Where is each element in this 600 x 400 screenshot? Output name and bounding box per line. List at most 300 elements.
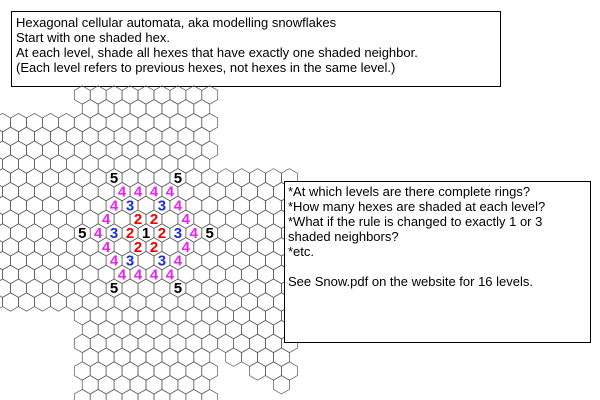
hex-cell <box>234 307 250 325</box>
hex-cell <box>154 141 170 159</box>
level-4-label: 4 <box>133 266 143 284</box>
hex-cell <box>138 307 154 325</box>
hex-cell <box>194 348 210 366</box>
level-4-label: 4 <box>117 266 127 284</box>
hex-cell <box>34 265 50 283</box>
hex-cell <box>162 376 178 394</box>
hex-cell <box>250 196 266 214</box>
hex-cell <box>50 265 66 283</box>
hex-cell <box>146 376 162 394</box>
hex-cell <box>210 182 226 200</box>
level-4-label: 4 <box>181 238 190 256</box>
header-line-title: Hexagonal cellular automata, aka modelling snowflakes <box>16 15 337 30</box>
hex-cell <box>162 100 178 118</box>
hex-cell <box>42 224 58 242</box>
hex-cell <box>202 86 218 104</box>
level-3-label: 3 <box>173 225 183 242</box>
level-4-label: 4 <box>117 183 127 201</box>
hex-cell <box>58 196 74 214</box>
hex-cell <box>234 224 250 242</box>
hex-cell <box>138 141 154 159</box>
hex-cell <box>170 334 186 352</box>
hex-cell <box>194 320 210 338</box>
hex-cell <box>226 320 242 338</box>
hex-cell <box>11 113 27 131</box>
level-5-label: 5 <box>173 280 183 298</box>
hex-cell <box>250 224 266 242</box>
hex-cell <box>74 307 90 325</box>
level-2-label: 2 <box>133 238 143 256</box>
hex-cell <box>34 293 50 311</box>
hex-cell <box>66 293 82 311</box>
hex-cell <box>186 389 202 400</box>
level-3-label: 3 <box>157 252 167 270</box>
hex-cell <box>66 127 82 145</box>
hex-cell <box>106 141 122 159</box>
hex-cell <box>138 362 154 380</box>
level-4-label: 4 <box>109 197 119 215</box>
hex-cell <box>106 307 122 325</box>
level-3-label: 3 <box>125 197 135 215</box>
hex-cell <box>90 86 106 104</box>
hex-cell <box>122 86 138 104</box>
hex-cell <box>114 100 130 118</box>
hex-cell <box>218 196 234 214</box>
hex-cell <box>186 334 202 352</box>
hex-cell <box>170 389 186 400</box>
hex-cell <box>250 279 266 297</box>
hex-cell <box>258 320 274 338</box>
hex-cell <box>273 348 289 366</box>
hex-cell <box>178 127 194 145</box>
hex-cell <box>3 155 19 173</box>
level-3-label: 3 <box>157 197 167 215</box>
hex-cell <box>154 113 170 131</box>
hex-cell <box>258 182 274 200</box>
hex-cell <box>226 265 242 283</box>
hex-cell <box>170 307 186 325</box>
hex-cell <box>218 307 234 325</box>
hex-cell <box>3 127 19 145</box>
hex-cell <box>19 265 35 283</box>
hex-cell <box>114 320 130 338</box>
hex-cell <box>234 279 250 297</box>
hex-cell <box>82 320 98 338</box>
hex-cell <box>19 238 35 256</box>
hex-cell <box>50 210 66 228</box>
header-line-start: Start with one shaded hex. <box>16 30 170 45</box>
hex-cell <box>11 224 27 242</box>
hex-cell <box>258 293 274 311</box>
hex-cell <box>138 389 154 400</box>
hex-cell <box>0 127 3 145</box>
hex-cell <box>66 155 82 173</box>
hex-cell <box>130 320 146 338</box>
hex-cell <box>11 196 27 214</box>
hex-cell <box>11 279 27 297</box>
hex-cell <box>90 362 106 380</box>
hex-cell <box>98 100 114 118</box>
hex-cell <box>98 376 114 394</box>
hex-cell <box>186 113 202 131</box>
hex-cell <box>58 279 74 297</box>
hex-cell <box>258 238 274 256</box>
hex-cell <box>58 141 74 159</box>
hex-cell <box>226 238 242 256</box>
hex-cell <box>146 320 162 338</box>
hex-cell <box>90 141 106 159</box>
hex-cell <box>114 348 130 366</box>
hex-cell <box>266 169 282 187</box>
hex-cell <box>82 100 98 118</box>
hex-cell <box>34 210 50 228</box>
hex-cell <box>202 169 218 187</box>
hex-cell <box>0 113 11 131</box>
question-rule-change-cont: shaded neighbors? <box>288 229 399 244</box>
header-line-note: (Each level refers to previous hexes, not hexes in the same level.) <box>16 60 396 75</box>
hex-cell <box>3 182 19 200</box>
hex-cell <box>210 320 226 338</box>
hex-cell <box>226 210 242 228</box>
hex-cell <box>146 100 162 118</box>
hex-cell <box>0 251 11 269</box>
hex-cell <box>154 389 170 400</box>
hex-cell <box>11 141 27 159</box>
hex-cell <box>202 334 218 352</box>
hex-cell <box>0 279 11 297</box>
level-4-label: 4 <box>165 266 175 284</box>
hex-cell <box>146 127 162 145</box>
hex-cell <box>186 169 202 187</box>
hex-cell <box>226 182 242 200</box>
hex-cell <box>90 307 106 325</box>
hex-cell <box>106 86 122 104</box>
hex-cell <box>170 362 186 380</box>
hex-cell <box>106 389 122 400</box>
hex-cell <box>250 169 266 187</box>
hex-cell <box>26 141 42 159</box>
header-line-rule: At each level, shade all hexes that have exactly one shaded neighbor. <box>16 45 418 60</box>
hex-cell <box>74 169 90 187</box>
hex-cell <box>11 169 27 187</box>
hex-cell <box>66 182 82 200</box>
hex-cell <box>26 113 42 131</box>
hex-cell <box>210 293 226 311</box>
hex-cell <box>19 182 35 200</box>
hex-cell <box>19 127 35 145</box>
hex-cell <box>130 293 146 311</box>
level-2-label: 2 <box>125 225 135 242</box>
level-4-label: 4 <box>181 211 190 229</box>
hex-cell <box>226 293 242 311</box>
hex-cell <box>258 210 274 228</box>
hex-cell <box>66 265 82 283</box>
hex-cell <box>50 238 66 256</box>
spacer <box>288 259 587 274</box>
hex-cell <box>266 196 282 214</box>
hex-cell <box>202 251 218 269</box>
level-2-label: 2 <box>157 225 167 242</box>
level-2-label: 2 <box>149 238 159 256</box>
hex-cell <box>90 279 106 297</box>
hex-cell <box>114 127 130 145</box>
level-4-label: 4 <box>165 183 175 201</box>
hex-cell <box>178 320 194 338</box>
hex-cell <box>130 348 146 366</box>
hex-cell <box>19 155 35 173</box>
hex-cell <box>250 362 266 380</box>
hex-cell <box>0 196 11 214</box>
hex-cell <box>26 279 42 297</box>
hex-cell <box>3 293 19 311</box>
hex-cell <box>266 362 282 380</box>
hex-cell <box>82 293 98 311</box>
hex-cell <box>266 334 282 352</box>
hex-cell <box>122 362 138 380</box>
hex-cell <box>106 113 122 131</box>
hex-cell <box>26 196 42 214</box>
hex-cell <box>82 155 98 173</box>
level-2-label: 2 <box>149 211 159 229</box>
hex-cell <box>218 334 234 352</box>
level-5-label: 5 <box>173 169 183 187</box>
hex-cell <box>242 293 258 311</box>
hex-cells <box>0 86 297 400</box>
hex-cell <box>3 265 19 283</box>
hex-cell <box>106 362 122 380</box>
hex-cell <box>90 389 106 400</box>
hex-cell <box>0 182 3 200</box>
hex-cell <box>234 196 250 214</box>
hex-cell <box>250 251 266 269</box>
hex-cell <box>42 141 58 159</box>
hex-cell <box>122 113 138 131</box>
hex-cell <box>42 113 58 131</box>
hex-cell <box>194 100 210 118</box>
hex-cell <box>138 86 154 104</box>
hex-cell <box>3 210 19 228</box>
hex-cell <box>186 279 202 297</box>
hex-cell <box>0 141 11 159</box>
hex-cell <box>170 113 186 131</box>
hex-cell <box>42 279 58 297</box>
hex-cell <box>138 113 154 131</box>
hex-cell <box>3 238 19 256</box>
hex-cell <box>273 376 289 394</box>
hex-cell <box>50 155 66 173</box>
question-complete-rings: *At which levels are there complete rings? <box>288 184 531 199</box>
hex-cell <box>82 182 98 200</box>
level-4-label: 4 <box>173 252 183 270</box>
hex-cell <box>42 169 58 187</box>
hex-cell <box>130 376 146 394</box>
hex-cell <box>170 141 186 159</box>
hex-cell <box>234 251 250 269</box>
hex-cell <box>154 86 170 104</box>
hex-cell <box>250 307 266 325</box>
hex-cell <box>234 334 250 352</box>
hex-cell <box>154 334 170 352</box>
hex-cell <box>90 113 106 131</box>
hex-cell <box>130 127 146 145</box>
level-5-label: 5 <box>109 280 119 298</box>
question-rule-change: *What if the rule is changed to exactly 1 or 3 <box>288 214 543 229</box>
hex-cell <box>74 113 90 131</box>
hex-cell <box>266 279 282 297</box>
hex-cell <box>242 210 258 228</box>
hex-cell <box>0 238 3 256</box>
hex-cell <box>202 389 218 400</box>
hex-cell <box>74 86 90 104</box>
hex-cell <box>194 127 210 145</box>
hex-cell <box>210 265 226 283</box>
level-4-label: 4 <box>102 238 111 256</box>
hex-cell <box>122 389 138 400</box>
hex-cell <box>242 320 258 338</box>
hex-cell <box>170 86 186 104</box>
hex-cell <box>0 265 3 283</box>
level-4-label: 4 <box>102 211 111 229</box>
hex-cell <box>122 141 138 159</box>
hex-cell <box>74 279 90 297</box>
hex-cell <box>26 224 42 242</box>
hex-cell <box>250 334 266 352</box>
hex-cell <box>154 307 170 325</box>
hex-cell <box>82 265 98 283</box>
level-5-label: 5 <box>205 225 214 242</box>
hex-cell <box>266 251 282 269</box>
question-hex-count: *How many hexes are shaded at each level? <box>288 199 546 214</box>
hex-cell <box>0 210 3 228</box>
hex-cell <box>242 182 258 200</box>
hex-cell <box>281 362 297 380</box>
hex-cell <box>58 224 74 242</box>
level-4-label: 4 <box>189 225 198 242</box>
hex-cell <box>202 279 218 297</box>
hex-cell <box>258 348 274 366</box>
level-1-label: 1 <box>141 225 151 242</box>
hex-cell <box>58 169 74 187</box>
hex-cell <box>42 196 58 214</box>
hex-cell <box>50 182 66 200</box>
hex-cell <box>186 307 202 325</box>
hex-cell <box>90 334 106 352</box>
see-snow-pdf-note: See Snow.pdf on the website for 16 levels. <box>288 274 533 289</box>
hex-cell <box>186 86 202 104</box>
hex-cell <box>130 100 146 118</box>
hex-cell <box>258 265 274 283</box>
hex-cell <box>74 196 90 214</box>
hex-cell <box>194 265 210 283</box>
hex-cell <box>162 127 178 145</box>
hex-cell <box>74 251 90 269</box>
hex-cell <box>26 251 42 269</box>
hex-cell <box>146 348 162 366</box>
hex-cell <box>218 251 234 269</box>
hex-cell <box>162 348 178 366</box>
hex-cell <box>202 196 218 214</box>
hex-cell <box>194 155 210 173</box>
hex-cell <box>154 362 170 380</box>
hex-cell <box>234 169 250 187</box>
hex-cell <box>74 141 90 159</box>
hex-cell <box>82 127 98 145</box>
hex-cell <box>34 127 50 145</box>
hex-cell <box>42 251 58 269</box>
hex-cell <box>98 320 114 338</box>
level-3-label: 3 <box>125 252 135 270</box>
questions-text-box <box>284 181 591 343</box>
hex-cell <box>162 320 178 338</box>
hex-cell <box>0 155 3 173</box>
hex-cell <box>0 293 3 311</box>
level-4-label: 4 <box>133 183 143 201</box>
level-2-label: 2 <box>133 211 143 229</box>
hex-cell <box>146 155 162 173</box>
hex-cell <box>202 113 218 131</box>
hex-cell <box>194 293 210 311</box>
hex-cell <box>218 224 234 242</box>
hex-cell <box>82 376 98 394</box>
hex-cell <box>130 155 146 173</box>
hex-cell <box>98 127 114 145</box>
hex-cell <box>186 362 202 380</box>
level-4-label: 4 <box>149 266 159 284</box>
hex-cell <box>0 224 11 242</box>
hex-cell <box>19 210 35 228</box>
hex-cell <box>178 376 194 394</box>
hex-cell <box>186 141 202 159</box>
hex-cell <box>74 334 90 352</box>
hex-cell <box>242 238 258 256</box>
hex-cell <box>58 251 74 269</box>
hex-cell <box>26 169 42 187</box>
level-5-label: 5 <box>109 169 119 187</box>
hex-cell <box>266 224 282 242</box>
hex-cell <box>178 100 194 118</box>
hex-cell <box>34 155 50 173</box>
hex-cell <box>50 127 66 145</box>
hex-cell <box>194 376 210 394</box>
hex-cell <box>194 182 210 200</box>
hex-cell <box>218 169 234 187</box>
hex-cell <box>58 113 74 131</box>
hex-cell <box>82 348 98 366</box>
hex-cell <box>11 251 27 269</box>
hex-cell <box>202 362 218 380</box>
level-4-label: 4 <box>109 252 119 270</box>
hex-cell <box>114 376 130 394</box>
hex-cell <box>74 362 90 380</box>
hex-cell <box>242 348 258 366</box>
hex-cell <box>34 182 50 200</box>
hex-cell <box>202 141 218 159</box>
hex-cell <box>106 334 122 352</box>
hex-cell <box>74 389 90 400</box>
hex-cell <box>242 265 258 283</box>
hex-cell <box>146 293 162 311</box>
hex-cell <box>98 348 114 366</box>
level-3-label: 3 <box>109 225 119 242</box>
hex-cell <box>122 307 138 325</box>
hex-cell <box>226 348 242 366</box>
hex-cell <box>19 293 35 311</box>
level-4-label: 4 <box>149 183 159 201</box>
hex-cell <box>178 348 194 366</box>
hex-cell <box>50 293 66 311</box>
hex-cell <box>90 169 106 187</box>
hex-cell <box>34 238 50 256</box>
